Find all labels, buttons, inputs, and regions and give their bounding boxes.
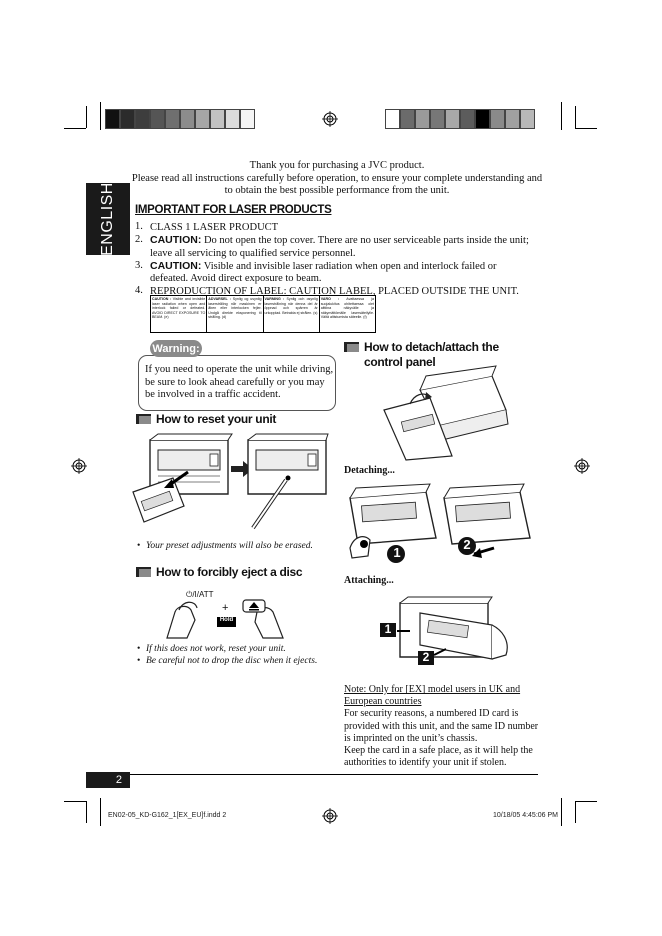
laser-list xyxy=(135,221,537,299)
registration-target-icon xyxy=(574,458,590,474)
section-marker-icon xyxy=(136,567,151,577)
eject-notes xyxy=(137,643,337,667)
caution-label-cell: ADVARSEL : Synlig og usynlig laserstråling når maskinen er åben eller interlocken fejler. Undgå direkte eksponering til stråling. (d) xyxy=(207,296,263,332)
detaching-illustration xyxy=(344,482,540,564)
color-swatch xyxy=(400,109,415,129)
color-swatch xyxy=(240,109,255,129)
registration-target-icon xyxy=(322,808,338,824)
color-swatch xyxy=(225,109,240,129)
caution-label-cell: VARO : Avattaessa ja suojalukitus ohitettaessa olet alttiina näkyvälle ja näkymättömälle lasersäteilylle. Vältä altistumista säteelle. (f) xyxy=(320,297,374,320)
page-number: 2 xyxy=(86,772,130,788)
step-number: 2 xyxy=(422,650,430,664)
section-marker-icon xyxy=(344,342,359,352)
power-att-button-label: ⏻/I/ATT xyxy=(186,590,214,599)
date-slug: 10/18/05 4:45:06 PM xyxy=(493,812,558,819)
hold-label: Hold xyxy=(219,617,234,623)
note-title: Note: Only for [EX] model users in UK and European countries xyxy=(344,684,521,708)
color-swatch xyxy=(475,109,490,129)
language-tab xyxy=(86,183,130,255)
color-swatch xyxy=(165,109,180,129)
list-item: 3. CAUTION: Visible and invisible laser radiation when open and interlock failed or defeated. Avoid direct exposure to beam. xyxy=(135,259,497,285)
plus-sign: + xyxy=(222,602,229,614)
intro-text xyxy=(130,160,544,198)
warning-text: If you need to operate the unit while driving, be sure to look ahead carefully or you may be involved in a traffic accident. xyxy=(145,364,334,400)
color-swatch xyxy=(430,109,445,129)
detach-heading: How to detach/attach the control panel xyxy=(344,340,534,370)
registration-target-icon xyxy=(322,111,338,127)
list-item: 2. CAUTION: Do not open the top cover. There are no user serviceable parts inside the unit; leave all servicing to qualified service personnel. xyxy=(135,234,529,259)
list-item: • Be careful not to drop the disc when it ejects. xyxy=(137,656,318,666)
attaching-caption: Attaching... xyxy=(344,575,394,586)
color-bar-right xyxy=(385,109,535,129)
file-slug: EN02-05_KD-G162_1[EX_EU]f.indd 2 xyxy=(108,812,227,819)
color-bar-left xyxy=(105,109,255,129)
color-swatch xyxy=(180,109,195,129)
language-tab-label: ENGLISH xyxy=(99,182,116,256)
reset-illustration xyxy=(128,432,328,537)
intro-instructions: Please read all instructions carefully before operation, to ensure your complete understanding and to obtain the best possible performance from the unit. xyxy=(131,172,543,196)
color-swatch xyxy=(520,109,535,129)
caution-label-cell: VARNING : Synlig och osynlig laserstrålning när denna del är öppnad och spärren är urkopplad. Betrakta ej strålen. (s) xyxy=(264,296,320,332)
reset-note: • Your preset adjustments will also be erased. xyxy=(137,541,313,551)
color-swatch xyxy=(505,109,520,129)
list-item: 1. CLASS 1 LASER PRODUCT xyxy=(135,221,279,233)
list-item: • If this does not work, reset your unit. xyxy=(137,644,286,654)
color-swatch xyxy=(445,109,460,129)
color-swatch xyxy=(105,109,120,129)
id-card-note xyxy=(344,684,540,769)
note-text: Keep the card in a safe place, as it will help the authorities to identify your unit if stolen. xyxy=(344,745,533,769)
step-number: 2 xyxy=(463,537,471,552)
laser-heading: IMPORTANT FOR LASER PRODUCTS xyxy=(135,204,332,216)
warning-box xyxy=(138,355,336,411)
color-swatch xyxy=(415,109,430,129)
note-text: For security reasons, a numbered ID card is provided with this unit, and the same ID number is imprinted on the unit’s chassis. xyxy=(344,708,539,744)
warning-title: Warning: xyxy=(150,340,202,357)
color-swatch xyxy=(150,109,165,129)
footer-rule xyxy=(86,774,538,775)
reset-heading: How to reset your unit xyxy=(136,412,276,426)
attaching-illustration xyxy=(380,595,515,675)
registration-target-icon xyxy=(71,458,87,474)
color-swatch xyxy=(135,109,150,129)
color-swatch xyxy=(460,109,475,129)
intro-thanks: Thank you for purchasing a JVC product. xyxy=(249,160,425,171)
section-marker-icon xyxy=(136,414,151,424)
color-swatch xyxy=(490,109,505,129)
color-swatch xyxy=(385,109,400,129)
color-swatch xyxy=(210,109,225,129)
caution-label-cell: CAUTION : Visible and invisible laser radiation when open and interlock failed or defeated. AVOID DIRECT EXPOSURE TO BEAM. (e) xyxy=(151,296,207,332)
panel-case-illustration xyxy=(380,370,510,462)
detaching-caption: Detaching... xyxy=(344,465,395,476)
color-swatch xyxy=(120,109,135,129)
color-swatch xyxy=(195,109,210,129)
step-number: 1 xyxy=(384,622,392,636)
eject-heading: How to forcibly eject a disc xyxy=(136,565,302,579)
caution-label xyxy=(150,295,376,333)
list-item: 4. REPRODUCTION OF LABEL: CAUTION LABEL, PLACED OUTSIDE THE UNIT. xyxy=(135,285,519,298)
step-number: 1 xyxy=(393,545,401,560)
eject-illustration xyxy=(165,590,290,640)
